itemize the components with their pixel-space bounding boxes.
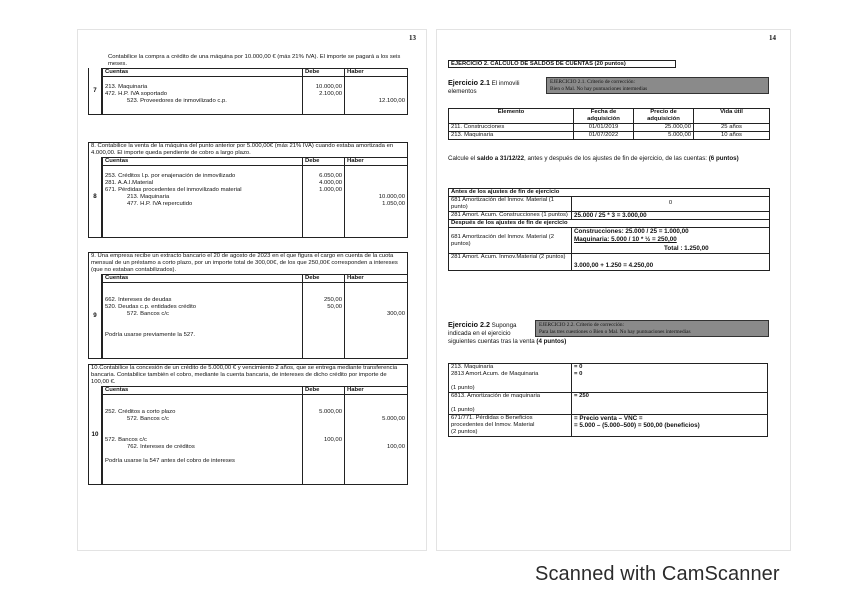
elements-table xyxy=(448,108,770,140)
exercise-8-statement: 8. Contabilice la venta de la máquina del punto anterior por 5.000,00€ (más 21% IVA) cuando estaba amortizada en 4.000,00. El importe queda pendiente de cobro a largo plazo. xyxy=(88,142,408,157)
debe-cell: 5.000,00 100,00 xyxy=(303,394,345,484)
exercise-2-2-title: Ejercicio 2.2 xyxy=(448,320,490,329)
exercise-10-block xyxy=(88,364,408,485)
exercise-8-journal xyxy=(102,157,408,238)
intro-text: elementos xyxy=(448,87,477,95)
exercise-7-statement: Contabilice la compra a crédito de una máquina por 10.000,00 € (más 21% IVA). El importe se pagará a los seis meses. xyxy=(108,54,401,67)
exercise-7-journal xyxy=(102,68,408,115)
accounts-cell: 662. Intereses de deudas 520. Deudas c.p. entidades crédito 572. Bancos c/c Podría usarse previamente la 527. xyxy=(103,282,303,358)
debe-cell: 250,00 50,00 xyxy=(303,282,345,358)
col-debe: Debe xyxy=(303,68,345,76)
final-table xyxy=(448,363,768,437)
exercise-9-note: Podría usarse previamente la 527. xyxy=(105,331,196,338)
correction-stamp-2-1: EJERCICIO 2.1. Criterio de corrección: Bien o Mal. No hay puntuaciones intermedias xyxy=(546,77,769,94)
col-cuentas: Cuentas xyxy=(103,386,303,394)
exercise-7-number: 7 xyxy=(88,68,102,115)
haber-cell: 10.000,00 1.050,00 xyxy=(345,165,408,237)
exercise-9-block xyxy=(88,252,408,359)
saldos-table xyxy=(448,188,770,271)
col-debe: Debe xyxy=(303,157,345,165)
exercise-10-journal xyxy=(102,386,408,485)
table-row: 681 Amortización del Inmov. Material (2 puntos) Construcciones: 25.000 / 25 = 1.000,00 Maquinaria: 5.000 / 10 * ½ = 250,00 Total : 1.250,00 xyxy=(449,228,770,254)
table-row: 211. Construcciones 01/01/2019 25.000,00 25 años xyxy=(449,123,770,131)
exercise-2-1-title: Ejercicio 2.1 xyxy=(448,78,490,87)
exercise-2-1-intro xyxy=(448,78,520,96)
accounts-cell: 252. Créditos a corto plazo 572. Bancos c/c 572. Bancos c/c 762. Intereses de créditos Podría usarse la 547 antes del cobro de intereses xyxy=(103,394,303,484)
col-cuentas: Cuentas xyxy=(103,274,303,282)
col-haber: Haber xyxy=(345,274,408,282)
camscanner-watermark: Scanned with CamScanner xyxy=(535,563,780,585)
after-adjustments-header: Después de los ajustes de fin de ejercicio xyxy=(449,220,770,228)
debe-cell: 10.000,00 2.100,00 xyxy=(303,76,345,114)
exercise-9-number: 9 xyxy=(88,274,102,359)
exercise-7-block xyxy=(88,54,408,115)
haber-cell: 12.100,00 xyxy=(345,76,408,114)
col-debe: Debe xyxy=(303,274,345,282)
correction-stamp-2-2: EJERCICIO 2.2. Criterio de corrección: Para las tres cuestiones o Bien o Mal. No hay puntuaciones intermedias xyxy=(535,320,769,337)
right-page xyxy=(437,30,790,550)
table-row: 281 Amort. Acum. Inmov.Material (2 puntos) 3.000,00 + 1.250 = 4.250,00 xyxy=(449,253,770,270)
accounts-cell: 253. Créditos l.p. por enajenación de inmovilizado 281. A.A.I.Material 671. Pérdidas procedentes del inmovilizado material 213. Maquinaria 477. H.P. IVA repercutido xyxy=(103,165,303,237)
table-row: 681 Amortización del Inmov. Material (1 punto) 0 xyxy=(449,196,770,211)
accounts-cell: 213. Maquinaria 472. H.P. IVA soportado 523. Proveedores de inmovilizado c.p. xyxy=(103,76,303,114)
table-row: 671/771. Pérdidas o Beneficios procedentes del Inmov. Material (2 puntos) = Precio venta – VNC = = 5.000 – (5.000–500) = 500,00 (beneficios) xyxy=(449,414,768,436)
exercise-10-number: 10 xyxy=(88,386,102,485)
exercise-10-note: Podría usarse la 547 antes del cobro de intereses xyxy=(105,457,236,464)
table-row: 281 Amort. Acum. Construcciones (1 puntos) 25.000 / 25 * 3 = 3.000,00 xyxy=(449,211,770,219)
table-row: 213. Maquinaria 01/07/2022 5.000,00 10 años xyxy=(449,131,770,139)
intro-text: El inmovili xyxy=(489,80,520,87)
col-haber: Haber xyxy=(345,68,408,76)
col-haber: Haber xyxy=(345,386,408,394)
col-cuentas: Cuentas xyxy=(103,157,303,165)
exercise-8-block xyxy=(88,142,408,238)
haber-cell: 300,00 xyxy=(345,282,408,358)
exercise-10-statement: 10.Contabilice la concesión de un crédito de 5.000,00 € y vencimiento 2 años, que se entrega mediante transferencia bancaria. Contabilice también el cobro, mediante la cuenta bancaria, de intereses de dicho crédito por importe de 100,00 €. xyxy=(88,364,408,386)
left-page xyxy=(78,30,426,550)
th-precio: Precio de adquisición xyxy=(634,109,694,124)
haber-cell: 5.000,00 100,00 xyxy=(345,394,408,484)
page-number: 13 xyxy=(409,34,416,42)
debe-cell: 6.050,00 4.000,00 1.000,00 xyxy=(303,165,345,237)
page-number: 14 xyxy=(769,34,776,42)
table-row: 6813. Amortización de maquinaria (1 punto) = 250 xyxy=(449,392,768,414)
th-vida: Vida útil xyxy=(694,109,770,124)
col-debe: Debe xyxy=(303,386,345,394)
calc-prompt: Calcule el saldo a 31/12/22, antes y después de los ajustes de fin de ejercicio, de las cuentas: (6 puntos) xyxy=(448,155,739,162)
th-fecha: Fecha de adquisición xyxy=(574,109,634,124)
col-haber: Haber xyxy=(345,157,408,165)
exercise-9-statement: 9. Una empresa recibe un extracto bancario el 20 de agosto de 2023 en el que figura el cargo en cuenta de la cuota mensual de un préstamo a corto plazo, por un importe total de 300,00€, de los que 250,00€ corresponden a intereses (que no estaban contabilizados). xyxy=(88,252,408,274)
exercise-8-number: 8 xyxy=(88,157,102,238)
section-title: EJERCICIO 2. CALCULO DE SALDOS DE CUENTAS (20 puntos) xyxy=(448,60,676,68)
exercise-9-journal xyxy=(102,274,408,359)
table-row: 213. Maquinaria 2813 Amort.Acum. de Maquinaria (1 punto) = 0 = 0 xyxy=(449,364,768,393)
before-adjustments-header: Antes de los ajustes de fin de ejercicio xyxy=(449,189,770,197)
th-elemento: Elemento xyxy=(449,109,574,124)
col-cuentas: Cuentas xyxy=(103,68,303,76)
exercise-2-2-intro: Ejercicio 2.2 Suponga indicada en el ejercicio siguientes cuentas tras la venta (4 puntos) xyxy=(448,320,567,346)
